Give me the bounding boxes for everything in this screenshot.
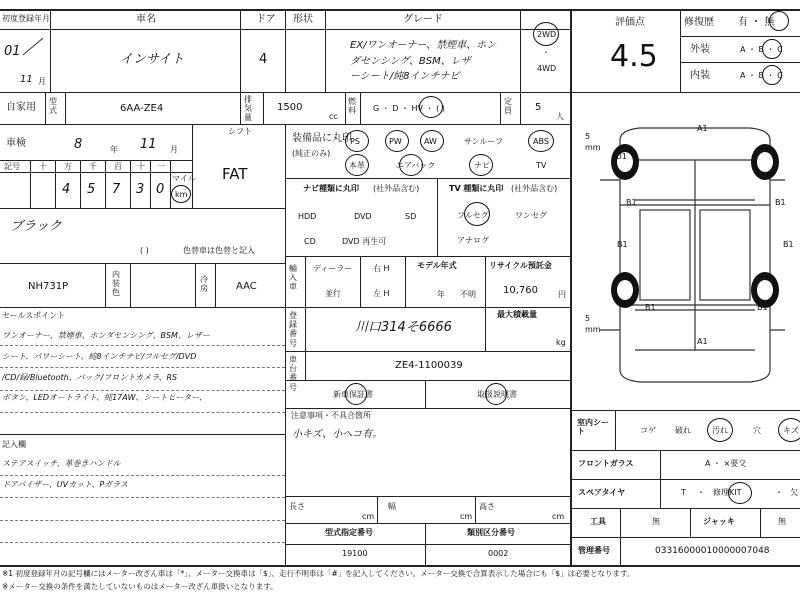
mileage-digit: 0 (156, 182, 165, 197)
new-warranty: 新車保証書 (333, 390, 373, 399)
navi-hdd: HDD (298, 212, 317, 221)
equip-airbag: エアバック (396, 161, 436, 170)
equipment-sublabel: (純正のみ) (292, 149, 331, 158)
interior-label: 内装 (690, 70, 710, 81)
km-label: km (175, 190, 188, 199)
mile-label: マイル (172, 174, 196, 183)
reg-number: 川口314そ6666 (355, 320, 452, 335)
sales-point-line: ボタン、LEDオートライト、純17AW、シートヒーター、 (2, 393, 207, 402)
tv-title-note: (社外品含む) (511, 184, 558, 193)
equip-leather: 本革 (349, 161, 365, 170)
diagram-mm-top: 5 (585, 132, 591, 141)
circle-mark (762, 65, 782, 85)
model-label: 型式 (49, 97, 57, 116)
spare-option: 欠 (790, 488, 798, 497)
sales-point-line: ワンオーナー、禁煙車、ホンダセンシング、BSM、レザー (2, 331, 210, 340)
circle-mark (399, 154, 423, 176)
circle-mark (762, 39, 782, 59)
footer-line-1: ※1 初度登録年月の記号欄にはメーター改ざん車は「*」、メーター交換車は「$」、走行不明車は「#」を記入してください。メーター交換で合算表示した場合にも「$」は必要となります。 (2, 569, 635, 578)
fuel-options: G ・ D ・ HV ・ ( ) (373, 104, 445, 113)
diagram-mm-unit: mm (585, 325, 601, 334)
equip-aw: AW (424, 137, 437, 146)
notes-text: 小キズ、小ヘコ有。 (292, 429, 383, 440)
unit-header: 十 (39, 162, 47, 171)
exterior-options: A ・ B ・ C (740, 45, 783, 54)
drive-2wd: 2WD (537, 30, 557, 39)
doors-label: ドア (256, 14, 276, 25)
length-unit: cm (362, 512, 375, 521)
recycle-label: リサイクル預託金 (489, 261, 552, 270)
spare-option: ・ (775, 488, 783, 497)
memo-line: ドアバイザー、UVカット、Pガラス (2, 480, 128, 489)
jack-value: 無 (778, 517, 786, 526)
mileage-label: 記号 (4, 162, 20, 171)
diagram-mark: B1 (775, 198, 786, 207)
first-reg-label: 初度登録年月 (2, 14, 50, 23)
manual: 取扱説明書 (477, 390, 517, 399)
color-value: ブラック (10, 219, 62, 234)
class-number-label: 類別区分番号 (467, 528, 515, 537)
first-reg-month-unit: 月 (38, 77, 46, 86)
spare-label: スペアタイヤ (578, 488, 626, 497)
displacement-unit: cc (329, 112, 338, 121)
first-reg-month: 11 (20, 74, 33, 85)
seat-option: 汚れ (712, 426, 728, 435)
diagram-mark: B1 (757, 303, 768, 312)
score-value: 4.5 (610, 39, 658, 74)
ac-value: AAC (236, 281, 257, 292)
equip-ps: PS (350, 137, 360, 146)
navi-dvd: DVD (354, 212, 372, 221)
unit-header: 百 (114, 162, 122, 171)
import-dealer: ディーラー (313, 264, 353, 273)
fuel-label: 燃料 (348, 97, 356, 116)
exterior-label: 外装 (690, 44, 710, 55)
load-label: 最大積載量 (497, 310, 537, 319)
seat-label: 室内シート (577, 418, 609, 437)
navi-dvd-play: DVD 再生可 (342, 237, 387, 246)
sales-points-title: セールスポイント (2, 311, 66, 320)
notes-title: 注意事項・不具合箇所 (291, 411, 371, 420)
jack-label: ジャッキ (703, 517, 735, 526)
width-label: 幅 (388, 502, 396, 511)
memo-title: 記入欄 (2, 440, 26, 449)
car-damage-diagram (580, 100, 800, 408)
equip-abs: ABS (533, 137, 549, 146)
spare-option: ・ (697, 488, 705, 497)
displacement-value: 1500 (277, 102, 303, 113)
mileage-digit: 4 (62, 182, 71, 197)
tv-oneseg: ワンセグ (515, 211, 547, 220)
import-label: 輸入車 (289, 264, 297, 292)
length-label: 長さ (289, 502, 305, 511)
ac-label: 冷房 (200, 275, 208, 294)
grade-line-3: ーシート/純8インチナビ (350, 71, 460, 82)
height-label: 高さ (479, 502, 495, 511)
windshield-options: A ・ ×要交 (705, 459, 747, 468)
shift-label: シフト (228, 127, 252, 136)
diagram-mm-unit: mm (585, 143, 601, 152)
tools-label: 工具 (590, 517, 606, 526)
first-reg-year: 01 (4, 44, 21, 59)
type-number-label: 型式指定番号 (325, 528, 373, 537)
diagram-mark: B1 (645, 303, 656, 312)
seat-option: キズ (783, 426, 799, 435)
inspection-year: 8 (74, 137, 83, 152)
tv-fullseg: フルセグ (457, 211, 489, 220)
recycle-unit: 円 (558, 290, 566, 299)
grade-line-2: ダセンシング、BSM、レザ (350, 56, 471, 67)
equip-pw: PW (389, 137, 402, 146)
capacity-label: 定員 (504, 97, 512, 116)
height-unit: cm (552, 512, 565, 521)
capacity-value: 5 (535, 102, 542, 113)
diagram-mark-top: A1 (697, 124, 708, 133)
width-unit: cm (460, 512, 473, 521)
score-label: 評価点 (615, 17, 645, 28)
diagram-mark: U1 (616, 152, 627, 161)
model-year-status: 不明 (460, 290, 476, 299)
sales-point-line: シート、パワーシート、純8インチナビ/フルセグ/DVD (2, 352, 197, 361)
tools-value: 無 (652, 517, 660, 526)
unit-header: 万 (64, 162, 72, 171)
diagram-mark: B1 (783, 240, 794, 249)
spare-option: T (681, 488, 686, 497)
tv-analog: アナログ (457, 236, 489, 245)
tv-title: TV 種類に丸印 (449, 184, 504, 193)
diagram-mark: B1 (617, 240, 628, 249)
mgmt-label: 管理番号 (578, 546, 610, 555)
chassis-label: 車台番号 (289, 355, 297, 392)
windshield-label: フロントガラス (578, 459, 634, 468)
interior-options: A ・ B ・ C (740, 71, 783, 80)
inspection-label: 車検 (6, 138, 26, 149)
car-name: インサイト (120, 52, 185, 67)
equip-sunroof: サンルーフ (464, 137, 503, 146)
navi-sd: SD (405, 212, 417, 221)
reg-number-label: 登録番号 (289, 311, 297, 348)
type-number: 19100 (342, 549, 368, 558)
color-paren: ( ) (140, 246, 149, 255)
seat-option: 破れ (675, 426, 691, 435)
displacement-label: 排気量 (244, 95, 252, 123)
unit-header: 一 (157, 162, 165, 171)
slash-divider (23, 38, 44, 55)
circle-mark (419, 96, 443, 118)
load-unit: kg (556, 338, 566, 347)
inspection-month: 11 (140, 137, 157, 152)
unit-header: 千 (89, 162, 97, 171)
spare-option: 修理KIT (713, 488, 742, 497)
navi-title-note: (社外品含む) (373, 184, 420, 193)
usage: 自家用 (6, 102, 36, 113)
doors-value: 4 (259, 52, 268, 67)
diagram-mark-bottom: A1 (697, 337, 708, 346)
import-right-h: 右 H (373, 264, 390, 273)
model-value: 6AA-ZE4 (120, 103, 164, 114)
unit-header: 十 (137, 162, 145, 171)
chassis-number: ZE4-1100039 (395, 360, 463, 371)
color-code: NH731P (28, 281, 69, 292)
grade-label: グレード (403, 14, 443, 25)
import-left-h: 左 H (373, 289, 390, 298)
seat-option: 穴 (753, 426, 761, 435)
recycle-value: 10,760 (503, 285, 538, 296)
memo-line: ステアスイッチ、革巻きハンドル (2, 459, 121, 468)
mileage-digit: 3 (136, 182, 145, 197)
capacity-unit: 人 (556, 112, 564, 121)
interior-color-label: 内装色 (112, 270, 120, 298)
grade-line-1: EX/ワンオーナー、禁煙車、ホン (350, 40, 497, 51)
diagram-mm-bottom: 5 (585, 314, 591, 323)
drive-4wd: 4WD (537, 64, 557, 73)
model-year-label: モデル年式 (417, 261, 457, 270)
color-note: 色替車は色替と記入 (183, 246, 255, 255)
sales-point-line: /CD/録/Bluetooth、バック/フロントカメラ、RS (2, 373, 178, 382)
class-number: 0002 (488, 549, 509, 558)
equipment-label: 装備品に丸印 (292, 133, 352, 144)
shape-label: 形状 (293, 14, 313, 25)
repair-history-label: 修復歴 (684, 17, 714, 28)
mgmt-value: 03316000010000007048 (655, 546, 770, 556)
mileage-digit: 5 (87, 182, 96, 197)
dot-mark: ・ (542, 48, 550, 57)
import-parallel: 並行 (325, 289, 341, 298)
equip-tv: TV (536, 161, 547, 170)
equip-navi: ナビ (474, 161, 490, 170)
mileage-digit: 7 (112, 182, 121, 197)
inspection-year-unit: 年 (110, 145, 118, 154)
repair-history-options: 有 ・ 無 (738, 17, 775, 28)
navi-title: ナビ種類に丸印 (303, 184, 359, 193)
footer-line-2: ※メーター交換の条件を満たしていないものはメーター改ざん車扱いとなります。 (2, 582, 278, 591)
model-year-value: 年 (437, 290, 445, 299)
circle-mark (769, 11, 789, 31)
diagram-mark: B1 (626, 198, 637, 207)
seat-option: コゲ (640, 426, 656, 435)
navi-cd: CD (304, 237, 316, 246)
shift-value: FAT (222, 165, 248, 183)
inspection-month-unit: 月 (170, 145, 178, 154)
car-name-label: 車名 (136, 14, 156, 25)
